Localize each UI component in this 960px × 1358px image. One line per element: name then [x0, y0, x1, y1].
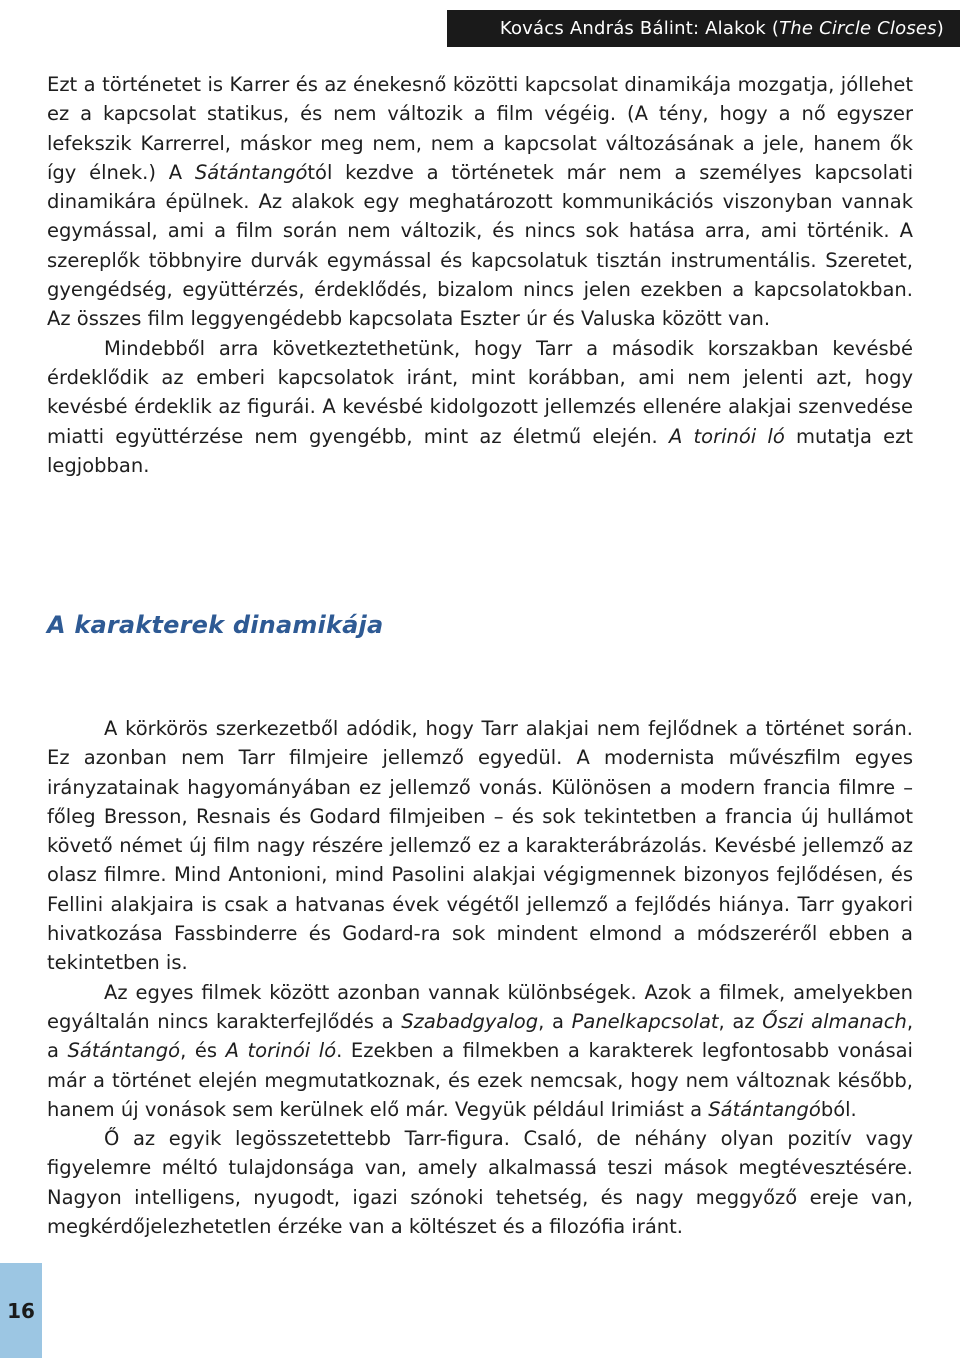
body-text-top — [47, 70, 913, 480]
text-run: Mindebből arra következtethetünk, hogy Tarr a második korszakban kevésbé érdeklődik az emberi kapcsolatok iránt, mint korábban, ami nem jelenti azt, hogy kevésbé érdeklik az figurái. A kevésbé kidolgozott jellemzés ellenére alakjai szenvedése miatti együttérzése nem gyengébb, mint az életmű elején. — [47, 336, 913, 448]
film-title: A torinói ló — [225, 1039, 337, 1063]
running-header-text: Kovács András Bálint: Alakok ( — [499, 18, 780, 39]
running-header — [447, 10, 960, 47]
page-number-tab — [0, 1263, 42, 1358]
text-run: , a — [47, 1009, 914, 1063]
film-title: Szabadgyalog — [401, 1009, 539, 1033]
running-header-film-title: The Circle Closes — [779, 18, 937, 39]
film-title: Sátántangó — [708, 1097, 821, 1121]
film-title: Őszi almanach — [762, 1009, 907, 1033]
running-header-close-paren: ) — [936, 18, 944, 39]
film-title: Panelkapcsolat — [571, 1009, 719, 1033]
text-run: , a — [538, 1009, 572, 1033]
section-heading: A karakterek dinamikája — [47, 611, 384, 639]
paragraph — [47, 978, 913, 1124]
text-run: , és — [180, 1039, 226, 1063]
paragraph — [47, 70, 913, 334]
paragraph: A körkörös szerkezetből adódik, hogy Tarr alakjai nem fejlődnek a történet során. Ez azonban nem Tarr filmjeire jellemző egyedül. A modernista művészfilm egyes irányzatainak hagyományában ez jellemző vonás. Különösen a modern francia filmre – főleg Bresson, Resnais és Godard filmjeiben – és sok tekintetben a francia új hullámot követő német új film nagy részére jellemző ez a karakterábrázolás. Kevésbé jellemző az olasz filmre. Mind Antonioni, mind Pasolini alakjai végigmennek bizonyos fejlődésen, és Fellini alakjaira is csak a hatvanas évek végétől jellemző a fejlődés hiánya. Tarr gyakori hivatkozása Fassbinderre és Godard-ra sok mindent elmond a módszeréről ebben a tekintetben is. — [47, 717, 913, 975]
paragraph: Ő az egyik legösszetettebb Tarr-figura. Csaló, de néhány olyan pozitív vagy figyelemre méltó tulajdonsága van, amely alkalmassá teszi mások megtévesztésére. Nagyon intelligens, nyugodt, igazi szónoki tehetség, és nagy meggyőző ereje van, megkérdőjelezhetetlen érzéke van a költészet és a filozófia iránt. — [47, 1127, 913, 1239]
text-run: Ezt a történetet is Karrer és az énekesnő közötti kapcsolat dinamikája mozgatja, jóllehet ez a kapcsolat statikus, és nem változik a film végéig. (A tény, hogy a nő egyszer lefekszik Karrerrel, máskor meg nem, nem a kapcsolat változásának a jele, hanem ők így élnek.) A — [47, 73, 913, 184]
text-run: tól kezdve a történetek már nem a személyes kapcsolati dinamikára épülnek. Az alakok egy meghatározott kommunikációs viszonyban vannak egymással, ami a film során nem változik, és nincs sok hatása arra, ami történik. A szereplők többnyire durvák egymással és kapcsolatuk tisztán instrumentális. Szeretet, gyengédség, együttérzés, érdeklődés, bizalom nincs jelen ezekben a kapcsolatokban. Az összes film leggyengédebb kapcsolata Eszter úr és Valuska között van. — [47, 160, 913, 331]
text-run: mutatja ezt legjobban. — [47, 424, 913, 477]
film-title: Sátántangó — [194, 160, 308, 184]
film-title: A torinói ló — [668, 424, 785, 448]
page-number: 16 — [7, 1298, 35, 1323]
text-run: , az — [718, 1009, 763, 1033]
film-title: Sátántangó — [67, 1039, 181, 1063]
text-run: ból. — [820, 1097, 857, 1121]
text-run: . Ezekben a filmekben a karakterek legfontosabb vonásai már a történet elején megmutatkoznak, és ezek nemcsak, hogy nem változnak később, hanem új vonások sem kerülnek elő már. Vegyük például Irimiást a — [47, 1039, 913, 1121]
paragraph — [47, 334, 913, 480]
text-run: Az egyes filmek között azonban vannak különbségek. Azok a filmek, amelyekben egyáltalán nincs karakterfejlődés a — [47, 980, 913, 1033]
body-text-bottom — [47, 714, 913, 1241]
